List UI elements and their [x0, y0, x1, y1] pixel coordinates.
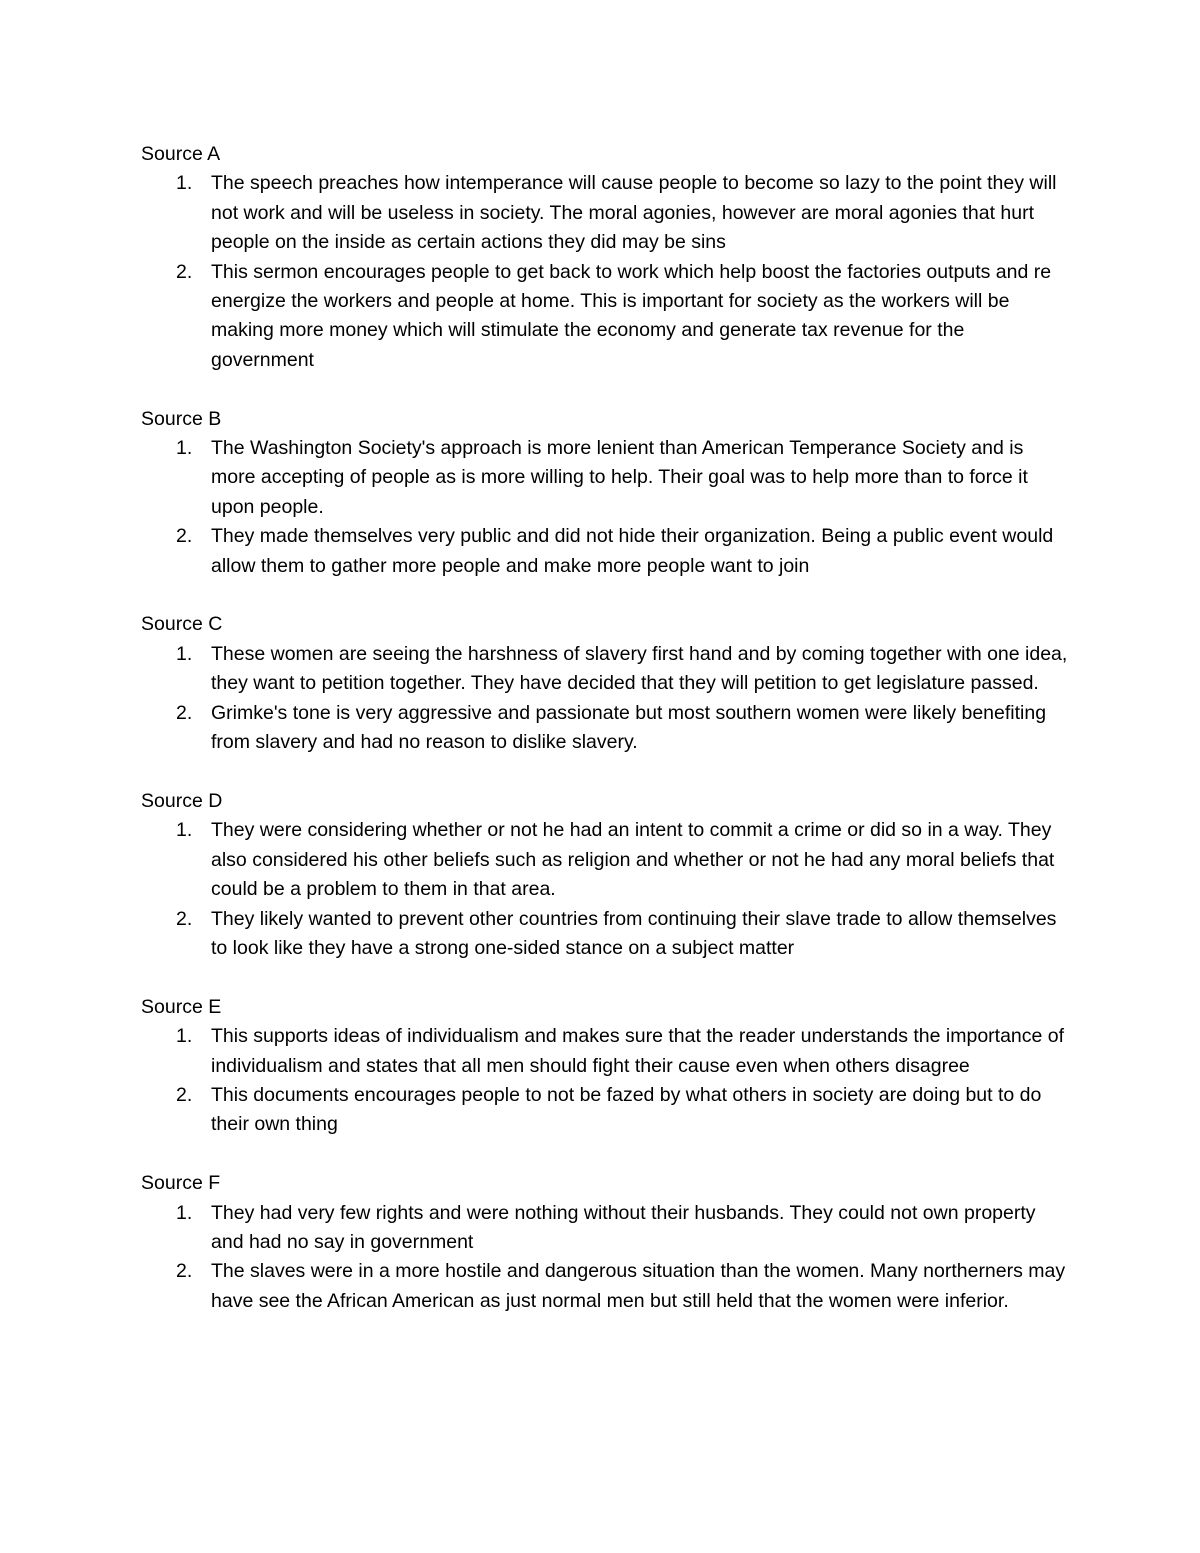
- list-number: 1.: [176, 819, 193, 842]
- list-item: [141, 699, 1071, 758]
- source-heading: Source A: [141, 143, 221, 165]
- source-b-section: [141, 405, 1071, 581]
- source-heading: Source B: [141, 407, 222, 430]
- list-item-text: They made themselves very public and did not hide their organization. Being a public event would allow them to gather more people and make more people want to join: [211, 525, 1054, 577]
- document-body: [141, 140, 1071, 1346]
- list-item-text: They were considering whether or not he had an intent to commit a crime or did so in a way. They also considered his other beliefs such as religion and whether or not he had any moral beliefs that could be a problem to them in that area.: [211, 819, 1055, 901]
- list-number: 1.: [176, 1025, 193, 1048]
- list-item-text: This sermon encourages people to get back to work which help boost the factories outputs and re energize the workers and people at home. This is important for society as the workers will be making more money which will stimulate the economy and generate tax revenue for the government: [211, 260, 1052, 371]
- list-item: [141, 1199, 1071, 1258]
- source-f-section: [141, 1169, 1071, 1316]
- list-item: [141, 640, 1071, 699]
- numbered-list: [141, 816, 1071, 963]
- list-number: 1.: [176, 1201, 193, 1224]
- list-number: 1.: [176, 642, 193, 665]
- numbered-list: [141, 1199, 1071, 1317]
- list-item-text: These women are seeing the harshness of slavery first hand and by coming together with one idea, they want to petition together. They have decided that they will petition to get legislature passed.: [211, 642, 1068, 695]
- numbered-list: [141, 640, 1071, 758]
- source-heading: Source C: [141, 613, 223, 636]
- list-item-text: This supports ideas of individualism and makes sure that the reader understands the importance of individualism and states that all men should fight their cause even when others disagree: [211, 1025, 1065, 1077]
- list-number: 2.: [176, 907, 193, 930]
- list-item-text: This documents encourages people to not be fazed by what others in society are doing but to do their own thing: [211, 1083, 1042, 1136]
- list-number: 2.: [176, 1260, 193, 1283]
- source-e-section: [141, 993, 1071, 1140]
- numbered-list: [141, 169, 1071, 375]
- list-item: [141, 816, 1071, 904]
- source-heading: Source E: [141, 995, 222, 1018]
- list-number: 2.: [176, 525, 193, 548]
- list-item-text: The speech preaches how intemperance will cause people to become so lazy to the point they will not work and will be useless in society. The moral agonies, however are moral agonies that hurt people on the inside as certain actions they did may be sins: [211, 172, 1057, 254]
- list-item: [141, 522, 1071, 581]
- list-number: 1.: [176, 437, 193, 460]
- list-item-text: They had very few rights and were nothing without their husbands. They could not own property and had no say in government: [211, 1201, 1036, 1253]
- list-item: [141, 1081, 1071, 1140]
- list-item: [141, 258, 1071, 376]
- source-heading: Source D: [141, 789, 223, 812]
- source-c-section: [141, 610, 1071, 757]
- list-item: [141, 1257, 1071, 1316]
- source-a-section: [141, 140, 1071, 375]
- list-number: 1.: [176, 172, 193, 195]
- list-number: 2.: [176, 260, 193, 283]
- list-item: [141, 434, 1071, 522]
- list-item: [141, 905, 1071, 964]
- list-item-text: The slaves were in a more hostile and dangerous situation than the women. Many northerners may have see the African American as just normal men but still held that the women were inferior.: [211, 1260, 1066, 1312]
- list-number: 2.: [176, 1083, 193, 1106]
- list-item: [141, 1022, 1071, 1081]
- numbered-list: [141, 434, 1071, 581]
- list-number: 2.: [176, 701, 193, 724]
- list-item-text: Grimke's tone is very aggressive and passionate but most southern women were likely benefiting from slavery and had no reason to dislike slavery.: [211, 701, 1047, 754]
- source-heading: Source F: [141, 1172, 221, 1195]
- list-item: [141, 169, 1071, 257]
- source-d-section: [141, 787, 1071, 963]
- list-item-text: The Washington Society's approach is more lenient than American Temperance Society and is more accepting of people as is more willing to help. Their goal was to help more than to force it upon people.: [211, 437, 1028, 518]
- numbered-list: [141, 1022, 1071, 1140]
- list-item-text: They likely wanted to prevent other countries from continuing their slave trade to allow themselves to look like they have a strong one-sided stance on a subject matter: [211, 907, 1057, 959]
